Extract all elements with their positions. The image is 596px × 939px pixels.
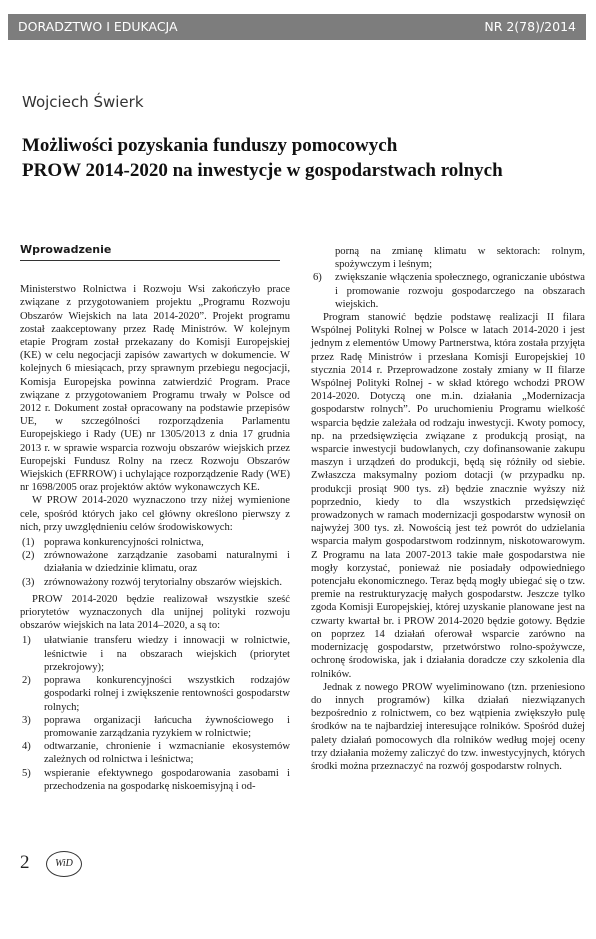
list-item-continued [311,245,585,271]
list-text: zrównoważone zarządzanie zasobami naturalnymi i działania w dziedzinie klimatu, oraz [44,550,290,575]
list-text: poprawa konkurencyjności wszystkich rodzajów gospodarki rolnej i zwiększenie rentowności gospodarstw rolnych; [44,675,290,713]
list-number: 1) [22,635,31,647]
list-number: (3) [22,576,35,588]
list-text: poprawa organizacji łańcucha żywnościowego i promowanie zarządzania ryzykiem w rolnictwie; [44,714,290,739]
section-name: DORADZTWO I EDUKACJA [18,19,178,34]
list-text: porną na zmianę klimatu w sektorach: rolnym, spożywczym i leśnym; [335,246,585,271]
paragraph: PROW 2014-2020 będzie realizował wszystkie sześć priorytetów wyznaczonych dla unijnej polityki rozwoju obszarów wiejskich na lata 2014–2020, a są to: [20,593,290,632]
title-line-1: Możliwości pozyskania funduszy pomocowych [22,135,398,156]
list-text: ułatwianie transferu wiedzy i innowacji w rolnictwie, leśnictwie i na obszarach wiejskich (priorytet przekrojowy); [44,635,290,673]
title-line-2: PROW 2014-2020 na inwestycje w gospodarstwach rolnych [22,160,503,181]
article-title [22,133,582,183]
list-number: (1) [22,537,35,549]
list-number: 2) [22,675,31,687]
list-item [20,576,290,589]
list-text: zwiększanie włączenia społecznego, ograniczanie ubóstwa i promowanie rozwoju gospodarczego na obszarach wiejskich. [335,272,585,310]
paragraph: Program stanowić będzie podstawę realizacji II filara Wspólnej Polityki Rolnej w Polsce w latach 2014-2020 i jest jednym z elementów Umowy Partnerstwa, która została przyjęta przez Radę Ministrów i przesłana Komisji Europejskiej 10 stycznia 2014 r. Przeprowadzone zostały zmiany w II filarze Wspólnej Polityki Rolnej - w skład którego wchodzi PROW 2014-2020. Dotyczą one m.in. działania „Modernizacja gospodarstw rolnych”. Po uruchomieniu Programu wielkość wsparcia będzie zależała od rodzaju inwestycji. Kwoty pomocy, np. na przedsięwzięcia związane z produkcją prosiąt, na wsparcie inwestycji budowlanych, czy dofinansowanie zakupu maszyn i urządzeń do produkcji, będą się różniły od siebie. Zwłaszcza maksymalny poziom dotacji (w przypadku np. produkcji prosiąt 900 tys. zł) będzie znacznie wyższy niż poprzednio, kiedy to dla wszystkich przedsięwzięć prowadzonych w ramach modernizacji gospodarstw wynosił on najwyżej 300 tys. zł. Nowością jest też powrót do udzielania wsparcia małym gospodarstwom rodzinnym, niskotowarowym. Z Programu na lata 2007-2013 takie małe gospodarstwa nie mogły korzystać, ponieważ nie posiadały odpowiedniego potencjału ekonomicznego. Teraz będą mogły ubiegać się o tzw. premie na restrukturyzację małych gospodarstw. Jeszcze tylko zgoda Komisji Europejskiej, której uzyskanie planowane jest na czwarty kwartał br. i PROW 2014-2020 będzie gotowy. Będzie on poprzez 14 działań oferował wsparcie zarówno na modernizację gospodarstw, przetwórstwo rolno-spożywcze, ochronę środowiska, jak i działania doradcze czy szkolenia dla rolników. [311,312,585,680]
right-column [311,245,585,773]
list-number: 6) [313,272,322,284]
list-item [20,674,290,714]
left-column [20,243,290,797]
list-text: poprawa konkurencyjności rolnictwa, [44,537,204,549]
list-item [311,271,585,311]
list-item [20,634,290,674]
list-number: 4) [22,741,31,753]
section-heading: Wprowadzenie [20,243,280,261]
issue-number: NR 2(78)/2014 [484,19,576,34]
paragraph: Jednak z nowego PROW wyeliminowano (tzn. przeniesiono do innych programów) kilka działań niezwiązanych bezpośrednio z rolnictwem, co bez wątpienia zwiększyło pulę środków na te najbardziej interesujące rolników. Spośród dużej palety działań pomocowych dla rolników według mojej oceny trzy działania możemy zaliczyć do tzw. inwestycyjnych, których środki można przeznaczyć na rozwój gospodarstw rolnych. [311,681,585,772]
article-author: Wojciech Świerk [22,93,144,111]
list-item [20,767,290,793]
list-text: odtwarzanie, chronienie i wzmacnianie ekosystemów zależnych od rolnictwa i leśnictwa; [44,741,290,766]
list-text: zrównoważony rozwój terytorialny obszarów wiejskich. [44,576,282,588]
list-number: 3) [22,714,31,726]
priorities-list [20,634,290,792]
list-text: wspieranie efektywnego gospodarowania zasobami i przechodzenia na gospodarkę niskoemisyjną i od- [44,767,290,792]
paragraph: W PROW 2014-2020 wyznaczono trzy niżej wymienione cele, spośród których jako cel główny określono pierwszy z nich, przy uwzględnieniu celów środowiskowych: [20,495,290,533]
list-item [20,714,290,740]
goals-list [20,536,290,589]
list-number: 5) [22,767,31,779]
list-item [20,536,290,549]
list-number: (2) [22,550,35,562]
page-number: 2 [20,852,30,873]
journal-logo: WiD [46,851,82,877]
list-item [20,549,290,575]
paragraph: Ministerstwo Rolnictwa i Rozwoju Wsi zakończyło prace związane z przygotowaniem projektu „Programu Rozwoju Obszarów Wiejskich na lata 2014-2020”. Projekt programu został zaakceptowany przez Radę Ministrów. W kolejnym etapie Program został przekazany do Komisji Europejskiej (KE) w celu negocjacji zapisów zawartych w dokumencie. W kolejnych 6 miesiącach, przy sprawnym przebiegu negocjacji, Komisja Europejska powinna zatwierdzić Program. Prace związane z przygotowaniem Programu trwały w Polsce od 2012 r. Dokument został opracowany na podstawie przepisów UE, w szczególności rozporządzenia Parlamentu Europejskiego i Rady (UE) nr 1305/2013 z dnia 17 grudnia 2013 r. w sprawie wsparcia rozwoju obszarów wiejskich przez Europejski Fundusz Rolny na rzecz Rozwoju Obszarów Wiejskich (EFRROW) i uchylające rozporządzenie Rady (WE) nr 1698/2005 oraz projektów aktów wykonawczych KE. [20,284,290,494]
header-bar [8,14,586,40]
list-item [20,740,290,766]
